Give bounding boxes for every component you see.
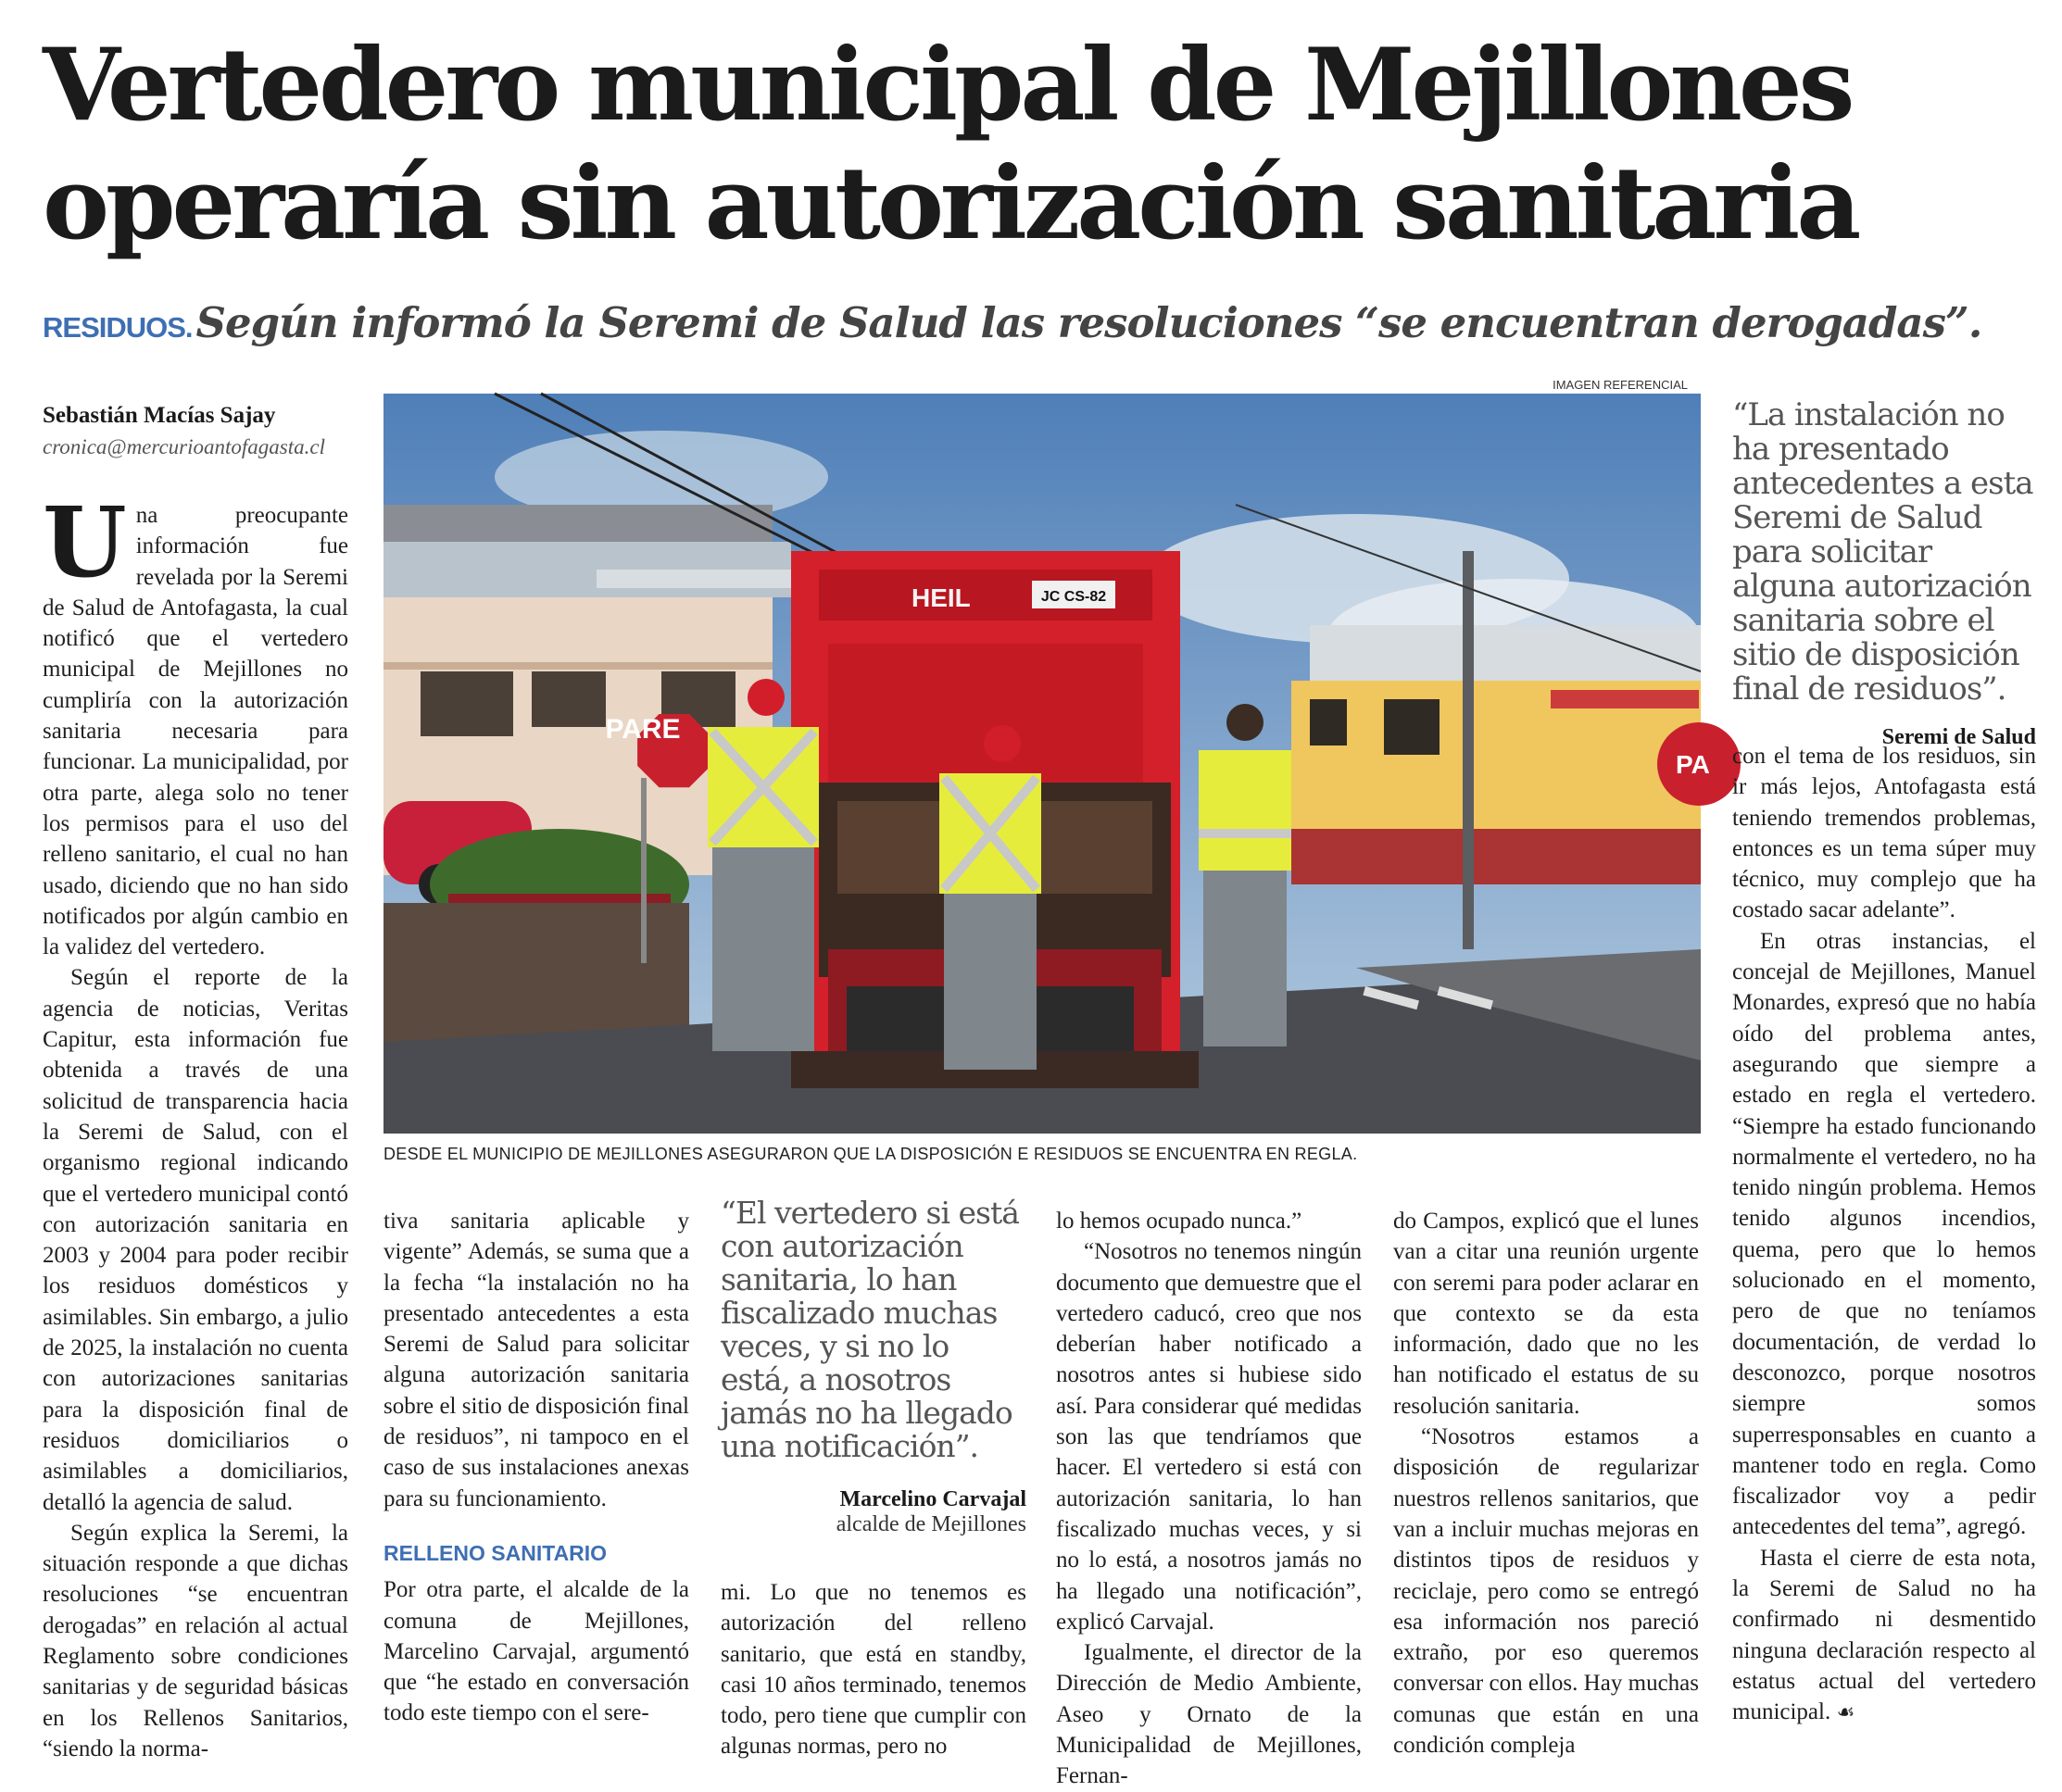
truck-plate-text: JC CS-82 (1040, 589, 1107, 605)
photo-credit: IMAGEN REFERENCIAL (1553, 378, 1688, 392)
paragraph: Por otra parte, el alcalde de la comuna de Mejillones, Marcelino Carvajal, argumentó que “he estado en conversación todo este tiempo con el sere- (383, 1577, 689, 1726)
paragraph: Según el reporte de la agencia de noticias, Veritas Capitur, esta información fue obtenida a través de una solicitud de transparencia hacia la Seremi de Salud, con el organismo regional indicando que el vertedero municipal contó con autorización sanitaria en 2003 y 2004 para poder recibir los residuos domésticos y asimilables. Sin embargo, a julio de 2025, la instalación no cuenta con autorizaciones sanitarias para la disposición final de residuos domiciliarios o asimilables a domiciliarios, detalló la agencia de salud. (43, 965, 348, 1515)
subhead (43, 298, 2025, 347)
photo-caption: DESDE EL MUNICIPIO DE MEJILLONES ASEGURARON QUE LA DISPOSICIÓN E RESIDUOS SE ENCUENTRA EN REGLA. (383, 1145, 1358, 1163)
section-heading: RELLENO SANITARIO (383, 1540, 608, 1565)
end-mark-icon: ☙ (1836, 1701, 1855, 1725)
column-4 (1056, 1206, 1362, 1792)
column-1 (43, 485, 348, 1764)
stop-sign-right-text: PA (1676, 750, 1710, 779)
paragraph: Igualmente, el director de la Dirección de Medio Ambiente, Aseo y Ornato de la Municipalidad de Mejillones, Fernan- (1056, 1640, 1362, 1789)
paragraph: Según explica la Seremi, la situación responde a que dichas resoluciones “se encuentran derogadas” en relación al actual Reglamento sobre condiciones sanitarias y de seguridad básicas en los Rellenos Sanitarios, “siendo la norma- (43, 1520, 348, 1761)
paragraph-text: Hasta el cierre de esta nota, la Seremi de Salud no ha confirmado ni desmentido ninguna declaración respecto al estatus actual del vertedero municipal. (1732, 1545, 2036, 1725)
paragraph: con el tema de los residuos, sin ir más lejos, Antofagasta está teniendo tremendos problemas, entonces es un tema súper muy técnico, muy complejo que ha costado sacar adelante”. (1732, 744, 2036, 923)
pull-quote-name: Marcelino Carvajal (839, 1487, 1026, 1511)
paragraph: “Nosotros estamos a disposición de regularizar nuestros rellenos sanitarios, que van a incluir muchas mejoras en distintos tipos de residuos y reciclaje, pero como se entregó esa información nos pareció extraño, por eso queremos conversar con ellos. Hay muchas comunas que están en una condición compleja (1393, 1424, 1699, 1759)
paragraph (1732, 1543, 2036, 1729)
pull-quote-seremi (1732, 398, 2036, 750)
column-2 (383, 1206, 689, 1729)
paragraph: tiva sanitaria aplicable y vigente” Además, se suma que a la fecha “la instalación no ha presentado antecedentes a esta Seremi de Salud para solicitar alguna autorización sanitaria sobre el sitio de disposición final de residuos”, ni tampoco en el caso de sus instalaciones anexas para su funcionamiento. (383, 1209, 689, 1511)
pull-quote-text: “El vertedero si está con autorización sanitaria, lo han fiscalizado muchas veces, y si no lo está, a nosotros jamás no ha llegado una notificación”. (721, 1195, 1019, 1464)
column-3 (721, 1577, 1026, 1762)
paragraph: “Nosotros no tenemos ningún documento que demuestre que el vertedero caducó, creo que nos deberían haber notificado a nosotros antes si hubiese sido así. Para considerar qué medidas son las que tendríamos que hacer. El vertedero si está con autorización sanitaria, lo han fiscalizado muchas veces, y si no lo está, a nosotros jamás no ha llegado una notificación”, explicó Carvajal. (1056, 1239, 1362, 1635)
author-email[interactable]: cronica@mercurioantofagasta.cl (43, 435, 325, 458)
truck-brand-text: HEIL (912, 583, 971, 612)
pull-quote-mayor (721, 1197, 1026, 1537)
author-name: Sebastián Macías Sajay (43, 403, 276, 428)
stop-sign-left-text: PARE (605, 714, 681, 745)
paragraph (43, 485, 348, 962)
column-5 (1393, 1206, 1699, 1761)
kicker: RESIDUOS. (43, 311, 193, 344)
headline: Vertedero municipal de Mejillones operaría sin autorización sanitaria (43, 27, 1858, 262)
paragraph: lo hemos ocupado nunca.” (1056, 1209, 1302, 1234)
pull-quote-text: “La instalación no ha presentado antecedentes a esta Seremi de Salud para solicitar alguna autorización sanitaria sobre el sitio de disposición final de residuos”. (1732, 396, 2033, 708)
garbage-truck-illustration (383, 394, 1710, 1134)
pull-quote-source: Seremi de Salud (1881, 725, 2036, 749)
paragraph: En otras instancias, el concejal de Mejillones, Manuel Monardes, expresó que no había oído del problema antes, asegurando que siempre a estado en regla el vertedero. “Siempre ha estado funcionando normalmente el vertedero, no ha tenido ningún problema. Hemos tenido algunos incendios, quema, pero que lo hemos solucionado en el momento, pero de que no teníamos documentación, de verdad lo desconozco, porque nosotros siempre somos superresponsables en cuanto a mantener todo en regla. Como fiscalizador voy a pedir antecedentes del tema”, agregó. (1732, 928, 2036, 1540)
column-6 (1732, 741, 2036, 1729)
byline (43, 400, 348, 463)
dropcap: U (43, 485, 127, 599)
paragraph: do Campos, explicó que el lunes van a citar una reunión urgente con seremi para poder aclarar en que contexto se da esta información, dado que no les han notificado el estatus de su resolución sanitaria. (1393, 1209, 1699, 1419)
dek: Según informó la Seremi de Salud las resoluciones “se encuentran derogadas”. (195, 298, 1982, 347)
paragraph-text: na preocupante información fue revelada por la Seremi de Salud de Antofagasta, la cual notificó que el vertedero municipal de Mejillones no cumpliría con la autorización sanitaria necesaria para funcionar. La municipalidad, por otra parte, alega solo no tener los permisos para el uso del relleno sanitario, el cual no han usado, diciendo que no han sido notificados por algún cambio en la validez del vertedero. (43, 503, 348, 960)
article-photo (383, 394, 1710, 1134)
pull-quote-role: alcalde de Mejillones (836, 1512, 1026, 1536)
paragraph: mi. Lo que no tenemos es autorización del relleno sanitario, que está en standby, casi 10 años terminado, tenemos todo, pero tiene que cumplir con algunas normas, pero no (721, 1580, 1026, 1760)
